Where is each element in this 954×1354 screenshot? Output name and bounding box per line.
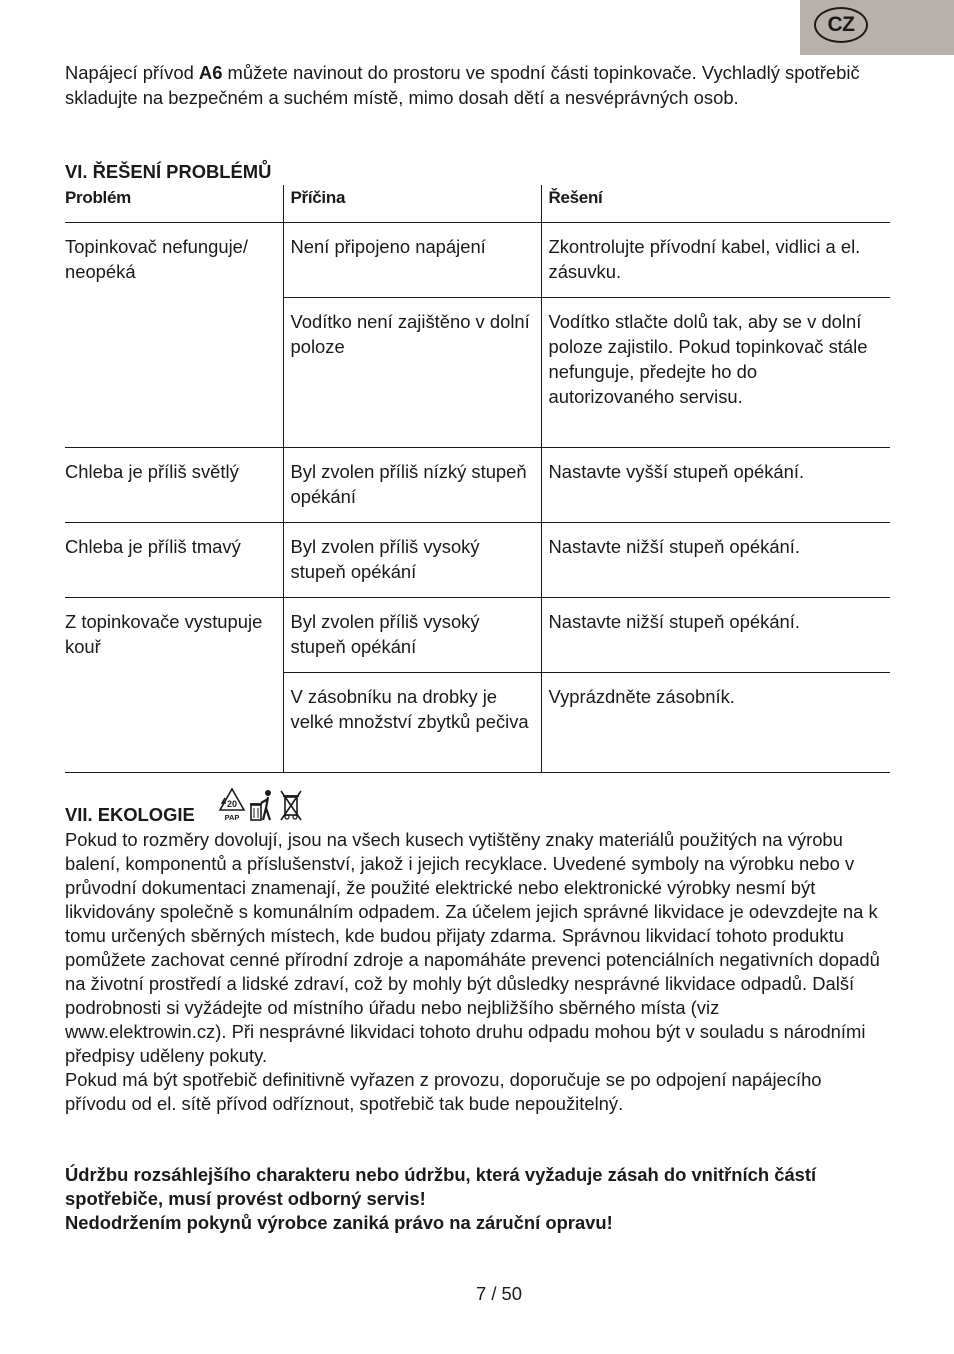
page-number: 7 / 50	[475, 1283, 522, 1304]
warning-line: Údržbu rozsáhlejšího charakteru nebo údržbu, která vyžaduje zásah do vnitřních částí spotřebiče, musí provést odborný servis!	[65, 1164, 817, 1209]
warning-line: Nedodržením pokynů výrobce zaniká právo na záruční opravu!	[65, 1212, 613, 1233]
header-cause: Příčina	[283, 185, 541, 222]
table-header-row	[65, 185, 890, 222]
ecology-heading-row	[65, 786, 303, 827]
tidyman-bin-icon	[249, 788, 277, 827]
cause-cell: V zásobníku na drobky je velké množství zbytků pečiva	[283, 672, 541, 772]
solution-cell: Nastavte nižší stupeň opékání.	[541, 597, 890, 672]
part-reference: A6	[198, 62, 223, 83]
crossed-out-bin-icon	[279, 788, 303, 827]
cause-cell: Není připojeno napájení	[283, 222, 541, 297]
cause-cell: Byl zvolen příliš nízký stupeň opékání	[283, 447, 541, 522]
pap-20-recycling-icon	[217, 786, 247, 827]
table-row	[65, 522, 890, 597]
cause-cell: Byl zvolen příliš vysoký stupeň opékání	[283, 522, 541, 597]
problem-cell: Chleba je příliš světlý	[65, 447, 283, 522]
problem-cell: Topinkovač nefunguje/ neopéká	[65, 222, 283, 447]
svg-text:20: 20	[226, 799, 237, 809]
solution-cell: Nastavte nižší stupeň opékání.	[541, 522, 890, 597]
intro-paragraph	[65, 60, 875, 110]
ecology-paragraph: Pokud má být spotřebič definitivně vyřazen z provozu, doporučuje se po odpojení napájecího přívodu od el. sítě přívod odříznout, spotřebič tak bude nepoužitelný.	[65, 1069, 822, 1114]
problem-cell: Chleba je příliš tmavý	[65, 522, 283, 597]
service-warning	[65, 1163, 880, 1235]
language-badge: CZ	[814, 7, 868, 43]
ecology-text	[65, 828, 880, 1116]
header-solution: Řešení	[541, 185, 890, 222]
troubleshooting-heading: VI. ŘEŠENÍ PROBLÉMŮ	[65, 161, 272, 182]
table-row	[65, 222, 890, 297]
ecology-heading: VII. EKOLOGIE	[65, 804, 195, 825]
ecology-paragraph: Pokud to rozměry dovolují, jsou na všech kusech vytištěny znaky materiálů použitých na výrobu balení, komponentů a příslušenství, jakož i jejich recyklace. Uvedené symboly na výrobku nebo v průvodní dokumentaci znamenají, že použité elektrické nebo elektronické výrobky nesmí být likvidovány společně s komunálním odpadem. Za účelem jejich správné likvidace je odevzdejte na k tomu určených sběrných místech, kde budou přijaty zdarma. Správnou likvidací tohoto produktu pomůžete zachovat cenné přírodní zdroje a napomáháte prevenci potenciálních negativních dopadů na životní prostředí a lidské zdraví, což by mohly být důsledky nesprávné likvidace odpadů. Další podrobnosti si vyžádejte od místního úřadu nebo nejbližšího sběrného místa (viz www.elektrowin.cz). Při nesprávné likvidaci tohoto druhu odpadu mohou být v souladu s národními předpisy uděleny pokuty.	[65, 829, 880, 1066]
table-row	[65, 597, 890, 672]
problem-cell: Z topinkovače vystupuje kouř	[65, 597, 283, 772]
intro-text-start: Napájecí přívod	[65, 62, 199, 83]
solution-cell: Nastavte vyšší stupeň opékání.	[541, 447, 890, 522]
ecology-symbols	[217, 786, 303, 827]
cause-cell: Byl zvolen příliš vysoký stupeň opékání	[283, 597, 541, 672]
solution-cell: Vodítko stlačte dolů tak, aby se v dolní poloze zajistilo. Pokud topinkovač stále nefunguje, předejte ho do autorizovaného servisu.	[541, 297, 890, 447]
cause-cell: Vodítko není zajištěno v dolní poloze	[283, 297, 541, 447]
intro-text-end: můžete navinout do prostoru ve spodní části topinkovače. Vychladlý spotřebič skladujte na bezpečném a suchém místě, mimo dosah dětí a nesvéprávných osob.	[65, 62, 860, 108]
solution-cell: Zkontrolujte přívodní kabel, vidlici a el. zásuvku.	[541, 222, 890, 297]
table-row	[65, 447, 890, 522]
svg-text:PAP: PAP	[224, 813, 240, 822]
solution-cell: Vyprázdněte zásobník.	[541, 672, 890, 772]
header-problem: Problém	[65, 185, 283, 222]
troubleshooting-table	[65, 185, 890, 773]
